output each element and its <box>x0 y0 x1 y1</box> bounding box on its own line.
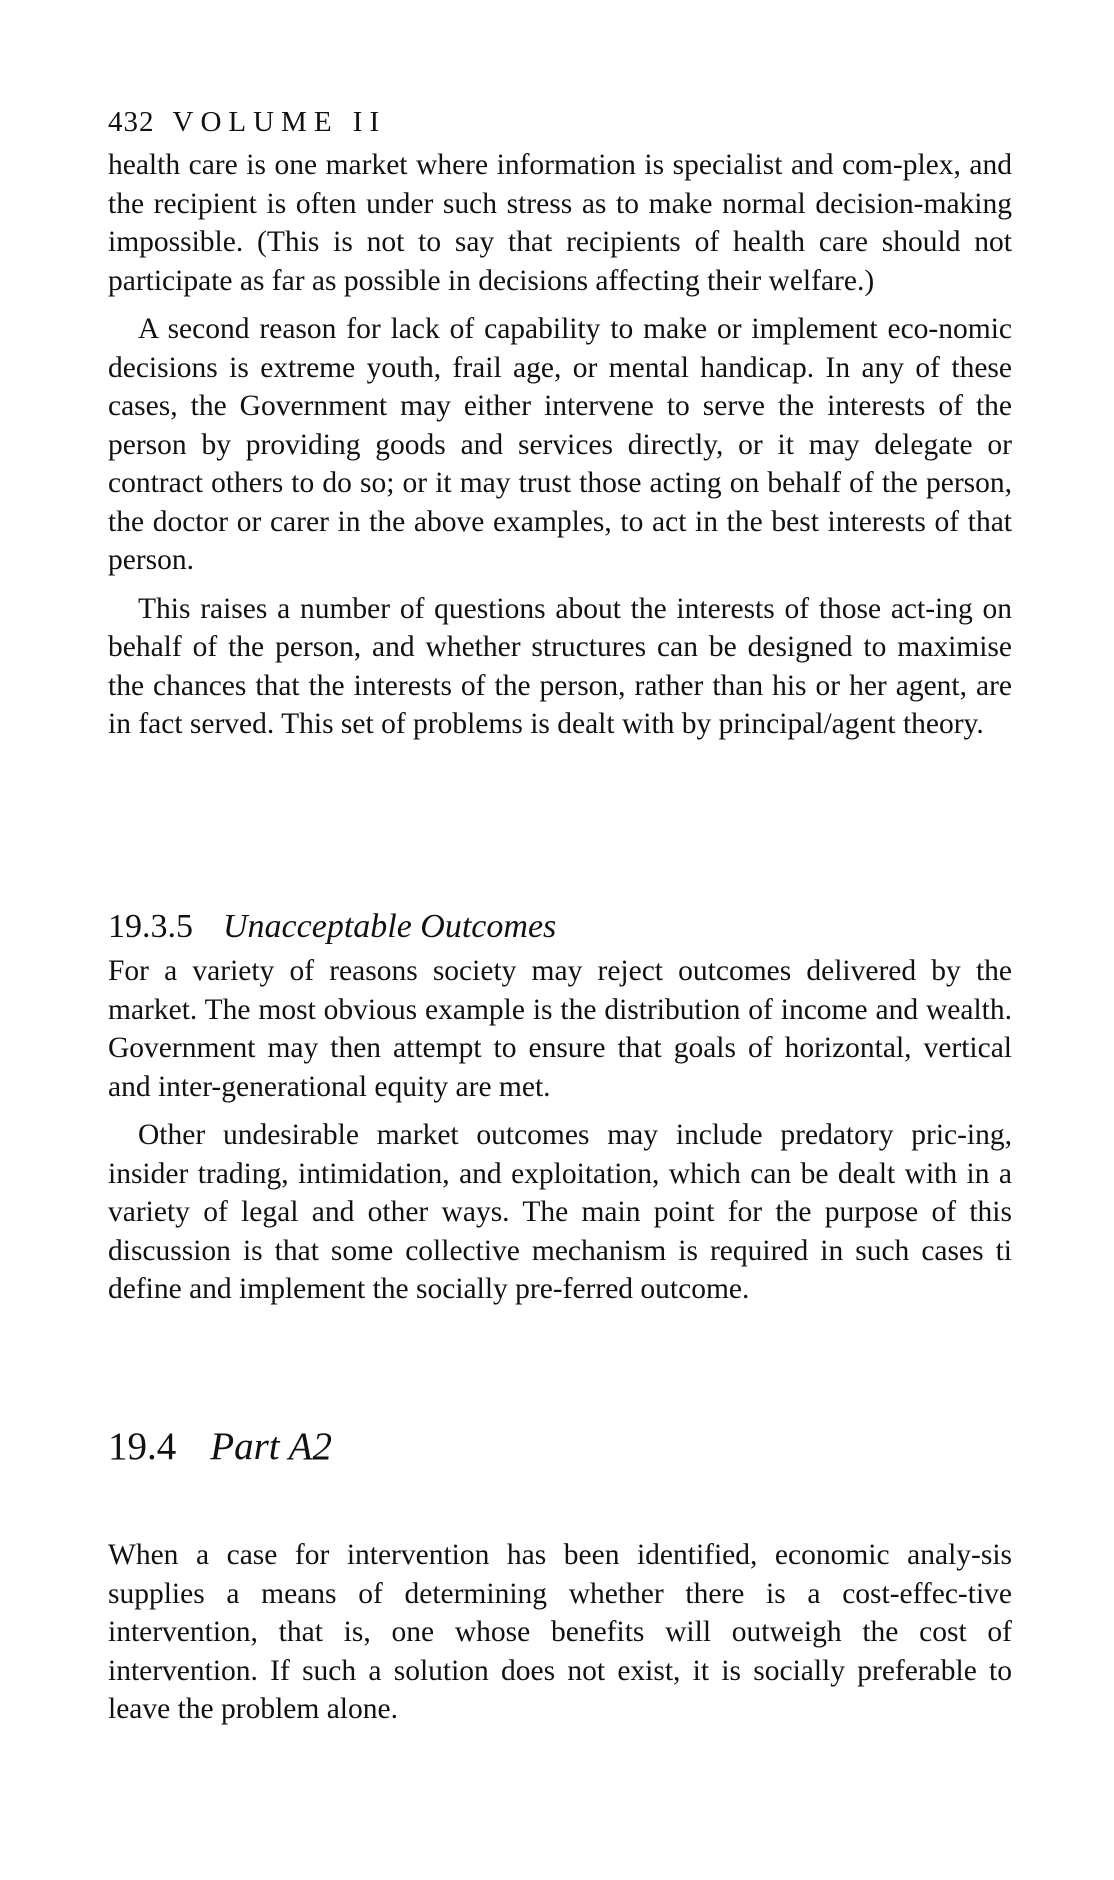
section-number: 19.4 <box>108 1425 177 1468</box>
page-number: 432 <box>108 106 155 138</box>
text-block-continued <box>108 146 1012 754</box>
volume-label: VOLUME II <box>172 106 387 138</box>
section-title: Part A2 <box>210 1425 332 1468</box>
section-heading-19-3-5 <box>108 910 556 944</box>
section-title: Unacceptable Outcomes <box>223 908 557 945</box>
paragraph-capability: A second reason for lack of capability to make or implement eco-nomic decisions is extreme youth, frail age, or mental handicap. In any of these cases, the Government may either intervene to serve the interests of the person by providing goods and services directly, or it may delegate or contract others to do so; or it may trust those acting on behalf of the person, the doctor or carer in the above examples, to act in the best interests of that person. <box>108 313 1012 576</box>
paragraph-health-care: health care is one market where information is specialist and com-plex, and the recipient is often under such stress as to make normal decision-making impossible. (This is not to say that recipients of health care should not participate as far as possible in decisions affecting their welfare.) <box>108 149 1012 297</box>
paragraph-principal-agent: This raises a number of questions about the interests of those act-ing on behalf of the person, and whether structures can be designed to maximise the chances that the interests of the person, rather than his or her agent, are in fact served. This set of problems is dealt with by principal/agent theory. <box>108 592 1012 740</box>
paragraph-society-reject: For a variety of reasons society may reject outcomes delivered by the market. The most obvious example is the distribution of income and wealth. Government may then attempt to ensure that goals of horizontal, vertical and inter-generational equity are met. <box>108 955 1012 1103</box>
paragraph-intervention: When a case for intervention has been identified, economic analy-sis supplies a means of determining whether there is a cost-effec-tive intervention, that is, one whose benefits will outweigh the cost of intervention. If such a solution does not exist, it is socially preferable to leave the problem alone. <box>108 1539 1012 1725</box>
section-heading-19-4 <box>108 1427 332 1466</box>
section-number: 19.3.5 <box>108 908 193 945</box>
running-head <box>108 108 386 137</box>
text-block-part-a2 <box>108 1536 1012 1739</box>
text-block-unacceptable-outcomes <box>108 952 1012 1319</box>
paragraph-undesirable-outcomes: Other undesirable market outcomes may include predatory pric-ing, insider trading, intimidation, and exploitation, which can be dealt with in a variety of legal and other ways. The main point for the purpose of this discussion is that some collective mechanism is required in such cases ti define and implement the socially pre-ferred outcome. <box>108 1119 1012 1305</box>
